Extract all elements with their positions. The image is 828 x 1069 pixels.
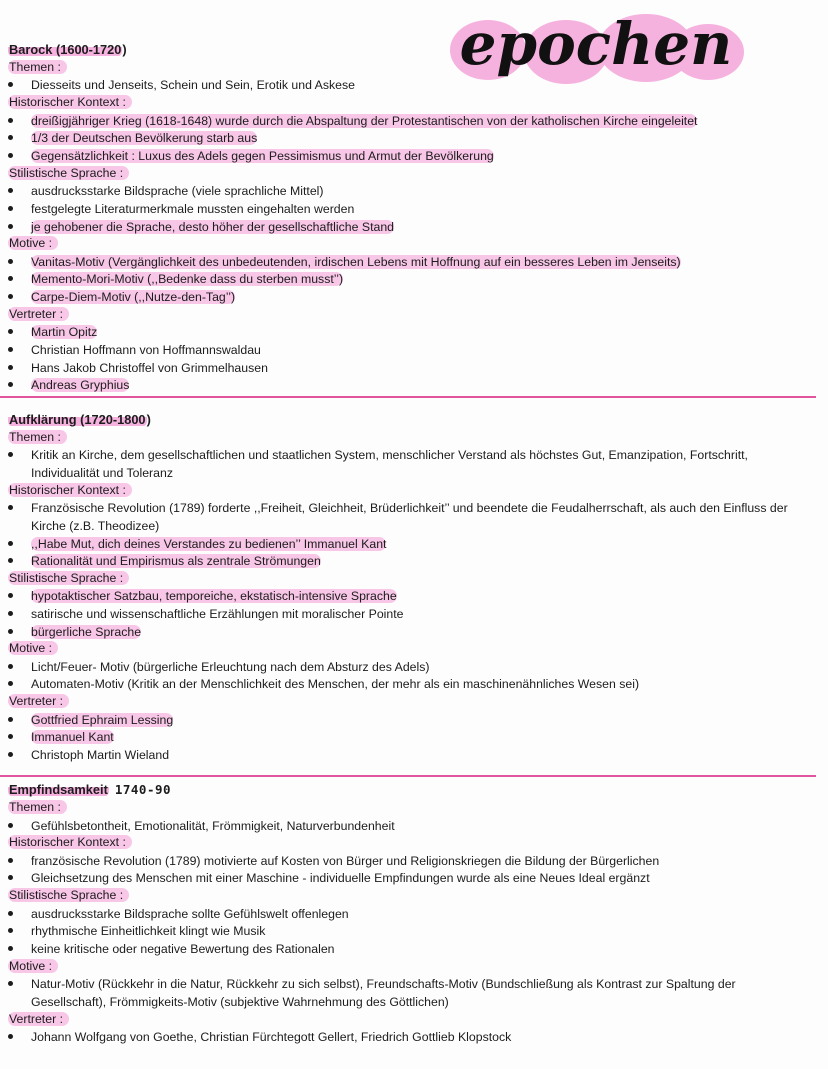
heading-rest: ) — [122, 42, 127, 57]
label-text: Themen : — [8, 60, 67, 74]
label-text: Stilistische Sprache : — [8, 571, 129, 585]
label-text: Motive : — [8, 236, 58, 250]
heading-highlight: Empfindsamkeit — [9, 782, 108, 797]
list-item — [8, 113, 808, 131]
list-item — [8, 870, 808, 888]
bullet-icon — [8, 752, 13, 757]
label-text: Motive : — [8, 641, 58, 655]
bullet-icon — [8, 188, 13, 193]
epochen-title-logo — [446, 2, 746, 88]
list-item — [8, 923, 808, 941]
item-text: Vanitas-Motiv (Vergänglichkeit des unbedeutenden, irdischen Lebens mit Hoffnung auf ein besseres Leben im Jenseits) — [31, 255, 681, 269]
bullet-icon — [8, 717, 13, 722]
list-item — [8, 747, 808, 765]
item-text: Diesseits und Jenseits, Schein und Sein, Erotik und Askese — [31, 78, 355, 92]
list-item — [8, 941, 808, 959]
label-themen — [8, 430, 67, 444]
bullet-icon — [8, 558, 13, 563]
list-item — [8, 148, 808, 166]
item-text: bürgerliche Sprache — [31, 625, 142, 639]
item-text: keine kritische oder negative Bewertung des Rationalen — [31, 942, 335, 956]
item-text: Immanuel Kant — [31, 730, 114, 744]
bullet-icon — [8, 664, 13, 669]
bullet-icon — [8, 928, 13, 933]
bullet-icon — [8, 118, 13, 123]
label-vertreter — [8, 307, 69, 321]
label-text: Historischer Kontext : — [8, 835, 132, 849]
heading-highlight: Aufklärung (1720-1800 — [9, 412, 146, 427]
bullet-icon — [8, 206, 13, 211]
title-text: epochen — [459, 10, 733, 78]
list-item — [8, 254, 808, 272]
label-text: Historischer Kontext : — [8, 483, 132, 497]
item-text: Kritik an Kirche, dem gesellschaftlichen und staatlichen System, menschlicher Verstand als höchstes Gut, Emanzipation, Fortschritt, Individualität und Toleranz — [31, 448, 748, 480]
list-item — [8, 712, 808, 730]
label-text: Stilistische Sprache : — [8, 888, 129, 902]
list-item — [8, 976, 808, 1011]
section-divider — [0, 775, 816, 777]
bullet-icon — [8, 259, 13, 264]
item-text: Gleichsetzung des Menschen mit einer Maschine - individuelle Empfindungen wurde als eine Neues Ideal ergänzt — [31, 871, 650, 885]
list-item — [8, 659, 808, 677]
section-heading — [8, 42, 127, 57]
label-kontext — [8, 483, 132, 497]
item-text: hypotaktischer Satzbau, temporeiche, ekstatisch-intensive Sprache — [31, 589, 397, 603]
item-text: Gefühlsbetontheit, Emotionalität, Frömmigkeit, Naturverbundenheit — [31, 819, 395, 833]
list-item — [8, 377, 808, 395]
label-text: Historischer Kontext : — [8, 95, 132, 109]
list-item — [8, 289, 808, 307]
list-item — [8, 818, 808, 836]
list-item — [8, 130, 808, 148]
list-item — [8, 201, 808, 219]
list-item — [8, 1029, 808, 1047]
label-motive — [8, 959, 58, 973]
list-item — [8, 676, 808, 694]
list-item — [8, 536, 808, 554]
item-text: Natur-Motiv (Rückkehr in die Natur, Rückkehr zu sich selbst), Freundschafts-Motiv (Bundschließung als Kontrast zur Spaltung der Gesellschaft), Frömmigkeits-Motiv (subjektive Wahrnehmung des Göttlichen) — [31, 977, 736, 1009]
item-text: je gehobener die Sprache, desto höher der gesellschaftliche Stand — [31, 220, 395, 234]
bullet-icon — [8, 981, 13, 986]
list-item — [8, 77, 808, 95]
label-text: Vertreter : — [8, 1012, 69, 1026]
bullet-icon — [8, 681, 13, 686]
item-text: französische Revolution (1789) motivierte auf Kosten von Bürger und Religionskriegen die Bildung der Bürgerlichen — [31, 854, 660, 868]
item-text: Gegensätzlichkeit : Luxus des Adels gegen Pessimismus und Armut der Bevölkerung — [31, 149, 494, 163]
label-sprache — [8, 571, 129, 585]
item-text: Martin Opitz — [31, 325, 98, 339]
label-sprache — [8, 166, 129, 180]
list-item — [8, 588, 808, 606]
bullet-icon — [8, 224, 13, 229]
item-text: satirische und wissenschaftliche Erzählungen mit moralischer Pointe — [31, 607, 404, 621]
label-kontext — [8, 95, 132, 109]
bullet-icon — [8, 911, 13, 916]
list-item — [8, 360, 808, 378]
bullet-icon — [8, 82, 13, 87]
section-divider — [0, 396, 816, 398]
item-text: 1/3 der Deutschen Bevölkerung starb aus — [31, 131, 258, 145]
bullet-icon — [8, 347, 13, 352]
label-text: Motive : — [8, 959, 58, 973]
item-text: Andreas Gryphius — [31, 378, 130, 392]
list-item — [8, 183, 808, 201]
list-item — [8, 906, 808, 924]
item-text: Carpe-Diem-Motiv (,,Nutze-den-Tag’’) — [31, 290, 236, 304]
label-motive — [8, 641, 58, 655]
bullet-icon — [8, 629, 13, 634]
bullet-icon — [8, 946, 13, 951]
item-text: festgelegte Literaturmerkmale mussten eingehalten werden — [31, 202, 355, 216]
item-text: rhythmische Einheitlichkeit klingt wie Musik — [31, 924, 266, 938]
label-kontext — [8, 835, 132, 849]
bullet-icon — [8, 858, 13, 863]
list-item — [8, 853, 808, 871]
item-text: Christian Hoffmann von Hoffmannswaldau — [31, 343, 261, 357]
item-text: ausdrucksstarke Bildsprache (viele sprachliche Mittel) — [31, 184, 324, 198]
label-text: Vertreter : — [8, 694, 69, 708]
label-vertreter — [8, 1012, 69, 1026]
label-text: Themen : — [8, 800, 67, 814]
list-item — [8, 553, 808, 571]
list-item — [8, 606, 808, 624]
label-sprache — [8, 888, 129, 902]
label-text: Vertreter : — [8, 307, 69, 321]
bullet-icon — [8, 294, 13, 299]
label-text: Stilistische Sprache : — [8, 166, 129, 180]
item-text: Hans Jakob Christoffel von Grimmelhausen — [31, 361, 268, 375]
bullet-icon — [8, 452, 13, 457]
list-item — [8, 219, 808, 237]
label-vertreter — [8, 694, 69, 708]
bullet-icon — [8, 593, 13, 598]
item-text: Gottfried Ephraim Lessing — [31, 713, 174, 727]
heading-highlight: Barock (1600-1720 — [9, 42, 122, 57]
section-heading — [8, 782, 171, 797]
bullet-icon — [8, 611, 13, 616]
item-text: Französische Revolution (1789) forderte ,,Freiheit, Gleichheit, Brüderlichkeit’’ und beendete die Feudalherrschaft, als auch den Einfluss der Kirche (z.B. Theodizee) — [31, 501, 788, 533]
heading-years: 1740-90 — [114, 782, 172, 797]
bullet-icon — [8, 734, 13, 739]
item-text: dreißigjähriger Krieg (1618-1648) wurde durch die Abspaltung der Protestantischen von der katholischen Kirche eingeleitet — [31, 114, 698, 128]
item-text: Christoph Martin Wieland — [31, 748, 170, 762]
bullet-icon — [8, 1034, 13, 1039]
list-item — [8, 729, 808, 747]
label-themen — [8, 800, 67, 814]
list-item — [8, 342, 808, 360]
bullet-icon — [8, 135, 13, 140]
bullet-icon — [8, 541, 13, 546]
item-text: ,,Habe Mut, dich deines Verstandes zu bedienen’’ Immanuel Kant — [31, 537, 387, 551]
item-text: Rationalität und Empirismus als zentrale Strömungen — [31, 554, 321, 568]
list-item — [8, 624, 808, 642]
bullet-icon — [8, 382, 13, 387]
item-text: ausdrucksstarke Bildsprache sollte Gefühlswelt offenlegen — [31, 907, 349, 921]
list-item — [8, 324, 808, 342]
list-item — [8, 500, 808, 535]
bullet-icon — [8, 153, 13, 158]
item-text: Automaten-Motiv (Kritik an der Menschlichkeit des Menschen, der mehr als ein maschinenähnliches Wesen sei) — [31, 677, 640, 691]
bullet-icon — [8, 823, 13, 828]
item-text: Johann Wolfgang von Goethe, Christian Fürchtegott Gellert, Friedrich Gottlieb Klopstock — [31, 1030, 512, 1044]
item-text: Memento-Mori-Motiv (,,Bedenke dass du sterben musst’’) — [31, 272, 344, 286]
bullet-icon — [8, 365, 13, 370]
section-heading — [8, 412, 151, 427]
item-text: Licht/Feuer- Motiv (bürgerliche Erleuchtung nach dem Absturz des Adels) — [31, 660, 430, 674]
heading-rest: ) — [146, 412, 151, 427]
label-text: Themen : — [8, 430, 67, 444]
bullet-icon — [8, 875, 13, 880]
bullet-icon — [8, 276, 13, 281]
list-item — [8, 271, 808, 289]
list-item — [8, 447, 808, 482]
bullet-icon — [8, 505, 13, 510]
bullet-icon — [8, 329, 13, 334]
label-motive — [8, 236, 58, 250]
label-themen — [8, 60, 67, 74]
